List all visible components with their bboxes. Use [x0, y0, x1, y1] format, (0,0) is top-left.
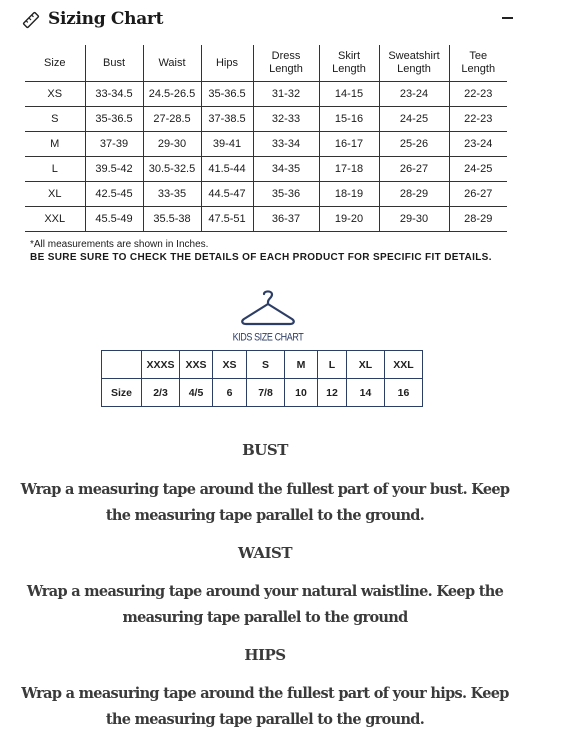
table-cell: 41.5-44 [201, 157, 253, 182]
waist-instructions: Wrap a measuring tape around your natural waistline. Keep the measuring tape parallel to the ground [26, 583, 504, 626]
table-cell: 18-19 [319, 182, 379, 207]
kids-size-cell: 6 [213, 379, 247, 407]
kids-header-cell: L [318, 351, 347, 379]
hanger-icon [240, 290, 296, 330]
table-cell: 34-35 [253, 157, 319, 182]
table-cell: XS [25, 82, 85, 107]
ruler-icon [22, 11, 40, 29]
table-cell: 23-24 [449, 132, 507, 157]
kids-table-row [102, 379, 423, 407]
table-cell: 32-33 [253, 107, 319, 132]
kids-table-header [102, 351, 423, 379]
column-header: Tee Length [449, 45, 507, 82]
table-cell: 24.5-26.5 [143, 82, 201, 107]
table-cell: XXL [25, 207, 85, 232]
table-cell: 26-27 [449, 182, 507, 207]
table-cell: 24-25 [379, 107, 449, 132]
table-row [25, 157, 507, 182]
table-row [25, 182, 507, 207]
kids-header-cell: XXXS [142, 351, 180, 379]
kids-header-cell: XXL [385, 351, 423, 379]
kids-size-cell: 14 [347, 379, 385, 407]
table-cell: 23-24 [379, 82, 449, 107]
kids-size-cell: 16 [385, 379, 423, 407]
kids-header-cell [102, 351, 142, 379]
bust-heading: BUST [242, 441, 288, 459]
waist-heading: WAIST [237, 544, 293, 562]
column-header: Sweatshirt Length [379, 45, 449, 82]
table-row [25, 82, 507, 107]
sizing-chart-header [0, 0, 577, 40]
hips-heading: HIPS [244, 646, 286, 664]
table-cell: 33-35 [143, 182, 201, 207]
table-cell: 26-27 [379, 157, 449, 182]
table-cell: 36-37 [253, 207, 319, 232]
hips-instructions: Wrap a measuring tape around the fullest part of your hips. Keep the measuring tape parallel to the ground. [21, 685, 509, 728]
table-cell: 35.5-38 [143, 207, 201, 232]
column-header: Waist [143, 45, 201, 82]
table-cell: 29-30 [379, 207, 449, 232]
table-cell: 19-20 [319, 207, 379, 232]
table-cell: 44.5-47 [201, 182, 253, 207]
column-header: Dress Length [253, 45, 319, 82]
kids-size-cell: 4/5 [180, 379, 213, 407]
table-cell: L [25, 157, 85, 182]
size-table [25, 45, 507, 232]
table-cell: XL [25, 182, 85, 207]
table-cell: 27-28.5 [143, 107, 201, 132]
size-table-header [25, 45, 507, 82]
table-cell: M [25, 132, 85, 157]
collapse-button[interactable] [497, 6, 519, 28]
table-cell: 16-17 [319, 132, 379, 157]
table-cell: 14-15 [319, 82, 379, 107]
table-cell: 33-34 [253, 132, 319, 157]
column-header: Skirt Length [319, 45, 379, 82]
kids-header-cell: M [285, 351, 318, 379]
measurement-note: *All measurements are shown in Inches. [30, 239, 209, 250]
kids-size-chart-title: KIDS SIZE CHART [232, 331, 304, 343]
kids-header-cell: XS [213, 351, 247, 379]
table-cell: 42.5-45 [85, 182, 143, 207]
table-cell: 29-30 [143, 132, 201, 157]
table-cell: 17-18 [319, 157, 379, 182]
table-cell: 47.5-51 [201, 207, 253, 232]
table-cell: 45.5-49 [85, 207, 143, 232]
kids-header-cell: XL [347, 351, 385, 379]
table-cell: 37-39 [85, 132, 143, 157]
table-cell: S [25, 107, 85, 132]
table-cell: 37-38.5 [201, 107, 253, 132]
table-cell: 25-26 [379, 132, 449, 157]
table-cell: 33-34.5 [85, 82, 143, 107]
kids-header-cell: S [247, 351, 285, 379]
kids-size-cell: Size [102, 379, 142, 407]
table-cell: 35-36.5 [201, 82, 253, 107]
table-cell: 30.5-32.5 [143, 157, 201, 182]
table-cell: 22-23 [449, 82, 507, 107]
kids-size-cell: 2/3 [142, 379, 180, 407]
kids-size-table [101, 350, 423, 407]
table-cell: 31-32 [253, 82, 319, 107]
table-cell: 35-36 [253, 182, 319, 207]
kids-size-cell: 12 [318, 379, 347, 407]
table-cell: 22-23 [449, 107, 507, 132]
table-row [25, 207, 507, 232]
minus-icon [502, 17, 513, 19]
kids-header-cell: XXS [180, 351, 213, 379]
column-header: Hips [201, 45, 253, 82]
fit-details-note: BE SURE SURE TO CHECK THE DETAILS OF EACH PRODUCT FOR SPECIFIC FIT DETAILS. [30, 252, 492, 263]
bust-instructions: Wrap a measuring tape around the fullest part of your bust. Keep the measuring tape parallel to the ground. [20, 481, 510, 524]
column-header: Bust [85, 45, 143, 82]
table-row [25, 107, 507, 132]
page-title: Sizing Chart [48, 9, 164, 29]
kids-size-cell: 10 [285, 379, 318, 407]
table-cell: 35-36.5 [85, 107, 143, 132]
table-cell: 24-25 [449, 157, 507, 182]
table-cell: 28-29 [449, 207, 507, 232]
table-cell: 28-29 [379, 182, 449, 207]
table-row [25, 132, 507, 157]
table-cell: 39.5-42 [85, 157, 143, 182]
column-header: Size [25, 45, 85, 82]
table-cell: 39-41 [201, 132, 253, 157]
table-cell: 15-16 [319, 107, 379, 132]
kids-size-cell: 7/8 [247, 379, 285, 407]
